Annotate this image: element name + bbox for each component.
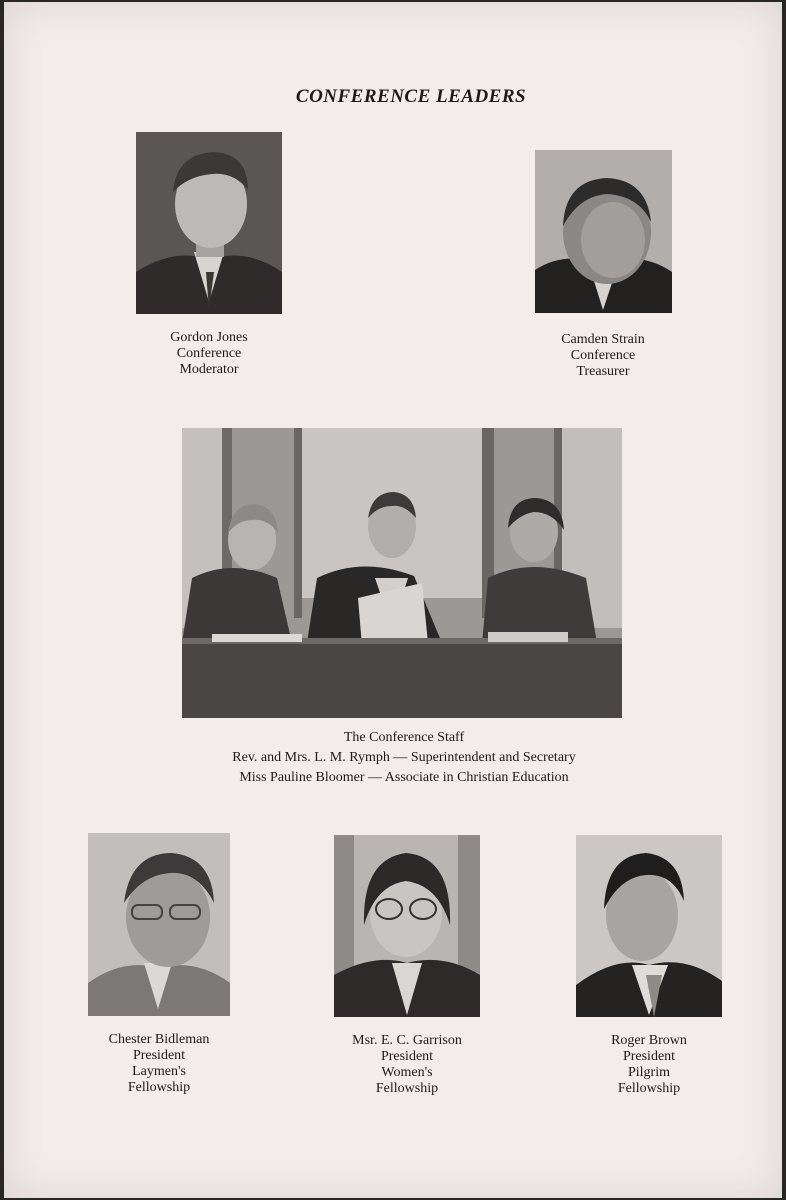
leader-role: Pilgrim (627, 1065, 670, 1080)
staff-caption (124, 728, 684, 788)
leader-role: President (132, 1048, 186, 1063)
leader-role: Fellowship (375, 1081, 439, 1096)
caption-camden-strain (528, 332, 678, 380)
staff-caption-line: Miss Pauline Bloomer — Associate in Christian Education (239, 770, 569, 785)
leader-role: President (622, 1049, 676, 1064)
leader-role: Moderator (179, 362, 239, 377)
staff-caption-title: The Conference Staff (343, 730, 465, 745)
leader-role: Treasurer (576, 364, 630, 379)
leader-name: Roger Brown (611, 1033, 687, 1048)
leader-name: Chester Bidleman (108, 1032, 210, 1047)
leader-role: Women's (381, 1065, 433, 1080)
staff-group-photo (182, 428, 622, 718)
leader-role: Fellowship (617, 1081, 681, 1096)
caption-chester-bidleman (84, 1032, 234, 1096)
leader-role: Fellowship (127, 1080, 191, 1095)
portrait-ec-garrison (334, 835, 480, 1017)
portrait-gordon-jones (136, 132, 282, 314)
leader-role: President (380, 1049, 434, 1064)
caption-gordon-jones (134, 330, 284, 378)
caption-ec-garrison (322, 1033, 492, 1097)
leader-role: Laymen's (132, 1064, 186, 1079)
leader-name: Camden Strain (561, 332, 645, 347)
portrait-roger-brown (576, 835, 722, 1017)
leader-role: Conference (176, 346, 242, 361)
portrait-chester-bidleman (88, 833, 230, 1016)
leader-name: Gordon Jones (170, 330, 248, 345)
leader-role: Conference (570, 348, 636, 363)
staff-caption-line: Rev. and Mrs. L. M. Rymph — Superintendent and Secretary (232, 750, 576, 765)
leader-name: Msr. E. C. Garrison (352, 1033, 462, 1048)
caption-roger-brown (574, 1033, 724, 1097)
page-title: CONFERENCE LEADERS (295, 86, 527, 107)
document-page (4, 2, 782, 1198)
portrait-camden-strain (535, 150, 672, 313)
